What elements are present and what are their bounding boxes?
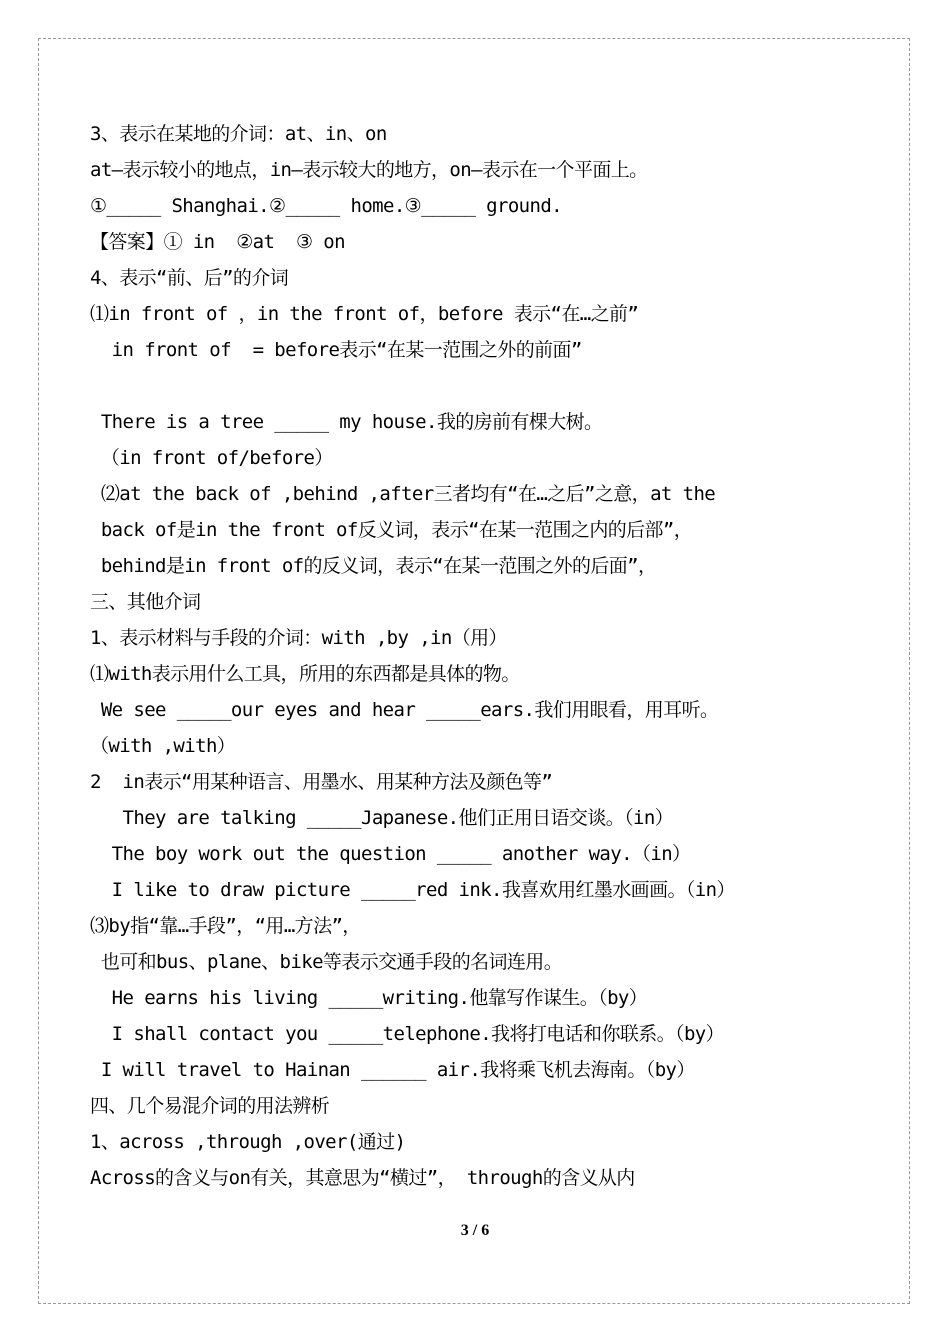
section-heading: 四、几个易混介词的用法辨析 bbox=[90, 1095, 330, 1117]
text-line: 1、表示材料与手段的介词：with ,by ,in（用） bbox=[90, 627, 507, 649]
section-heading: 三、其他介词 bbox=[90, 591, 201, 613]
text-line: They are talking _____Japanese.他们正用日语交谈。（in） bbox=[90, 807, 674, 829]
text-line: 【答案】① in ②at ③ on bbox=[90, 231, 345, 253]
text-line: ⑴in front of ，in the front of，before 表示“在…之前” bbox=[90, 303, 639, 325]
text-line: He earns his living _____writing.他靠写作谋生。（by） bbox=[90, 987, 648, 1009]
text-line: （with ,with） bbox=[90, 735, 236, 757]
text-line: ⑴with表示用什么工具，所用的东西都是具体的物。 bbox=[90, 663, 520, 685]
text-line: I like to draw picture _____red ink.我喜欢用红墨水画画。（in） bbox=[90, 879, 735, 901]
text-line: ⑵at the back of ,behind ,after三者均有“在…之后”之意，at the bbox=[90, 483, 716, 505]
text-line: in front of = before表示“在某一范围之外的前面” bbox=[90, 339, 582, 361]
text-line: I will travel to Hainan ______ air.我将乘飞机去海南。（by） bbox=[90, 1059, 695, 1081]
text-line: ⑶by指“靠…手段”，“用…方法”， bbox=[90, 915, 361, 937]
text-line: 也可和bus、plane、bike等表示交通手段的名词连用。 bbox=[90, 951, 563, 973]
text-line: Across的含义与on有关，其意思为“横过”， through的含义从内 bbox=[90, 1167, 635, 1189]
text-line: 1、across ,through ,over(通过) bbox=[90, 1131, 406, 1153]
text-line: We see _____our eyes and hear _____ears.我们用眼看，用耳听。 bbox=[90, 699, 719, 721]
text-line: behind是in front of的反义词，表示“在某一范围之外的后面”， bbox=[90, 555, 657, 577]
text-line: 4、表示“前、后”的介词 bbox=[90, 267, 289, 289]
text-line: The boy work out the question _____ another way.（in） bbox=[90, 843, 691, 865]
text-line: I shall contact you _____telephone.我将打电话和你联系。（by） bbox=[90, 1023, 725, 1045]
page-number: 3 / 6 bbox=[460, 1222, 490, 1239]
text-line: at—表示较小的地点，in—表示较大的地方，on—表示在一个平面上。 bbox=[90, 159, 648, 181]
text-line: 3、表示在某地的介词：at、in、on bbox=[90, 123, 387, 145]
text-line: There is a tree _____ my house.我的房前有棵大树。 bbox=[90, 411, 603, 433]
text-line: （in front of/before） bbox=[90, 447, 333, 469]
text-line: 2 in表示“用某种语言、用墨水、用某种方法及颜色等” bbox=[90, 771, 553, 793]
text-line: ①_____ Shanghai.②_____ home.③_____ ground. bbox=[90, 195, 563, 217]
text-line: back of是in the front of反义词，表示“在某一范围之内的后部”， bbox=[90, 519, 693, 541]
